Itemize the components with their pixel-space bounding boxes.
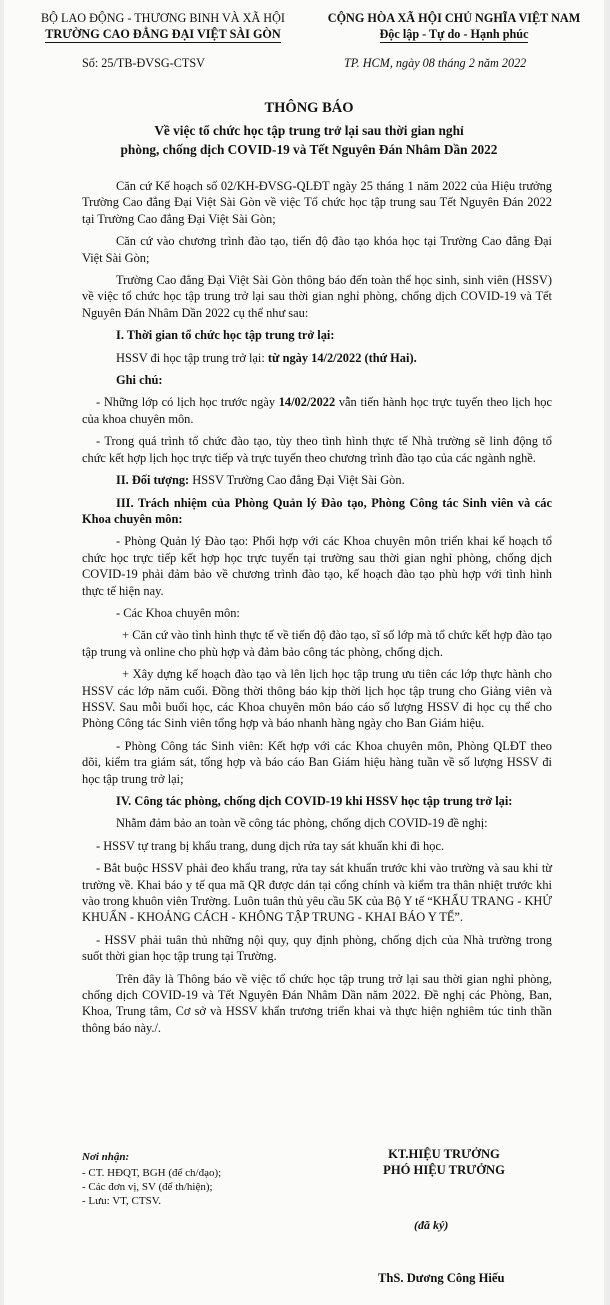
section-1-heading: I. Thời gian tổ chức học tập trung trở lại: [116, 328, 335, 343]
recipient-item: - Lưu: VT, CTSV. [82, 1195, 161, 1207]
document-body [82, 178, 552, 1042]
section-3-faculties-item1: + Căn cứ vào tình hình thực tế về tiến độ đào tạo, sĩ số lớp mà tổ chức kết hợp đào tạo tập trung và online cho phù hợp và đảm bảo công tác phòng, chống dịch. [82, 628, 552, 659]
paragraph-announcement: Trường Cao đẳng Đại Việt Sài Gòn thông báo đến toàn thể học sinh, sinh viên (HSSV) về việc tổ chức học tập trung trở lại sau thời gian nghỉ phòng, chống dịch COVID-19 và Tết Nguyên Đán Nhâm Dần 2022 cụ thể như sau: [82, 273, 552, 320]
signature-title: KT.HIỆU TRƯỞNG [388, 1147, 500, 1161]
country-name: CỘNG HÒA XÃ HỘI CHỦ NGHĨA VIỆT NAM [327, 11, 581, 25]
document-number: Số: 25/TB-ĐVSG-CTSV [82, 56, 205, 70]
note-2: - Trong quá trình tổ chức đào tạo, tùy theo tình hình thực tế Nhà trường sẽ linh động tổ chức kết hợp lịch học trực tiếp và trực tuyến theo chương trình đào tạo của các ngành nghề. [82, 434, 552, 465]
section-3-faculties-item2: + Xây dựng kế hoạch đào tạo và lên lịch học tập trung ưu tiên các lớp thực hành cho HSSV các lớp năm cuối. Đồng thời thông báo kịp thời lịch học tập trung cho Giảng viên và HSSV. Sau mỗi buổi học, các Khoa chuyên môn báo cáo số lượng HSSV đi học cụ thể cho Phòng Công tác Sinh viên tổng hợp và báo nhanh hàng ngày cho Ban Giám hiệu. [82, 667, 552, 731]
paragraph-basis-program: Căn cứ vào chương trình đào tạo, tiến độ đào tạo khóa học tại Trường Cao đẳng Đại Việt Sài Gòn; [82, 234, 552, 265]
note-heading: Ghi chú: [116, 373, 163, 388]
signature-block [344, 1146, 544, 1178]
paragraph-basis-plan: Căn cứ Kế hoạch số 02/KH-ĐVSG-QLĐT ngày 25 tháng 1 năm 2022 của Hiệu trưởng Trường Cao đẳng Đại Việt Sài Gòn về việc Tổ chức học tập trung sau Tết Nguyên Đán 2022 tại Trường Cao đẳng Đại Việt Sài Gòn; [82, 179, 552, 226]
section-2: II. Đối tượng: HSSV Trường Cao đẳng Đại Việt Sài Gòn. [116, 473, 405, 488]
document-subtitle-line2: phòng, chống dịch COVID-19 và Tết Nguyên Đán Nhâm Dần 2022 [120, 142, 498, 157]
national-header [304, 10, 604, 43]
section-4-heading: IV. Công tác phòng, chống dịch COVID-19 khi HSSV học tập trung trở lại: [116, 794, 513, 808]
document-date: TP. HCM, ngày 08 tháng 2 năm 2022 [344, 56, 527, 70]
signature-position: PHÓ HIỆU TRƯỞNG [383, 1163, 505, 1177]
document-subtitle-line1: Về việc tổ chức học tập trung trở lại sau thời gian nghỉ [154, 123, 464, 138]
recipients-block [82, 1150, 221, 1208]
recipients-label: Nơi nhận: [82, 1151, 130, 1163]
section-4-item3: - HSSV phải tuân thủ những nội quy, quy định phòng, chống dịch của Nhà trường trong suốt thời gian học tập trung tại Trường. [82, 932, 552, 964]
section-3-student-affairs: - Phòng Công tác Sinh viên: Kết hợp với các Khoa chuyên môn, Phòng QLĐT theo dõi, kiểm tra giám sát, tổng hợp và báo cáo Ban Giám hiệu hàng tuần về số lượng HSSV đi học tập trung trở lại; [82, 738, 552, 786]
section-4-intro: Nhằm đảm bảo an toàn về công tác phòng, chống dịch COVID-19 đề nghị: [116, 816, 488, 831]
note-1: - Những lớp có lịch học trước ngày 14/02/2022 vẫn tiến hành học trực tuyến theo lịch học của khoa chuyên môn. [82, 395, 552, 426]
recipient-item: - CT. HĐQT, BGH (để ch/đạo); [82, 1167, 222, 1179]
section-4-item2: - Bắt buộc HSSV phải đeo khẩu trang, rửa tay sát khuẩn trước khi vào trường và sau khi từ trường về. Khai báo y tế qua mã QR được dán tại cổng chính và kiểm tra thân nhiệt trước khi vào trong khuôn viên Trường. Luôn tuân thủ yêu cầu 5K của Bộ Y tế “KHẨU TRANG - KHỬ KHUẨN - KHOẢNG CÁCH - KHÔNG TẬP TRUNG - KHAI BÁO Y TẾ”. [82, 861, 552, 925]
section-1-text: HSSV đi học tập trung trở lại: từ ngày 14/2/2022 (thứ Hai). [116, 350, 417, 365]
section-3-training-dept: - Phòng Quản lý Đào tạo: Phối hợp với các Khoa chuyên môn triển khai kế hoạch tổ chức học trực tiếp kết hợp học trực tuyến tại trường sau thời gian nghỉ phòng, chống dịch COVID-19 phải đảm bảo về chương trình đào tạo, kế hoạch đào tạo phù hợp với tình hình thực tế hiện nay. [82, 534, 552, 598]
closing-paragraph: Trên đây là Thông báo về việc tổ chức học tập trung trở lại sau thời gian nghỉ phòng, chống dịch COVID-19 và Tết Nguyên Đán Nhâm Dần năm 2022. Đề nghị các Phòng, Ban, Khoa, Trung tâm, Cơ sở và HSSV khẩn trương triển khai và thực hiện nghiêm túc tinh thần thông báo này./. [82, 971, 552, 1035]
return-date: từ ngày 14/2/2022 (thứ Hai). [267, 350, 417, 365]
signed-note: (đã ký) [414, 1218, 449, 1232]
recipient-item: - Các đơn vị, SV (để th/hiện); [82, 1181, 213, 1193]
ministry-name: BỘ LAO ĐỘNG - THƯƠNG BINH VÀ XÃ HỘI [41, 11, 285, 25]
document-title: THÔNG BÁO [264, 100, 354, 116]
national-motto: Độc lập - Tự do - Hạnh phúc [379, 27, 529, 41]
signer-name: ThS. Dương Công Hiếu [378, 1271, 505, 1285]
document-page [4, 0, 604, 1305]
section-4-item1: - HSSV tự trang bị khẩu trang, dung dịch rửa tay sát khuẩn khi đi học. [96, 838, 445, 853]
school-name: TRƯỜNG CAO ĐẲNG ĐẠI VIỆT SÀI GÒN [45, 27, 281, 41]
section-3-heading: III. Trách nhiệm của Phòng Quản lý Đào tạo, Phòng Công tác Sinh viên và các Khoa chuyên môn: [82, 495, 552, 526]
issuer-header [18, 10, 308, 43]
section-3-faculties: - Các Khoa chuyên môn: [116, 605, 240, 620]
